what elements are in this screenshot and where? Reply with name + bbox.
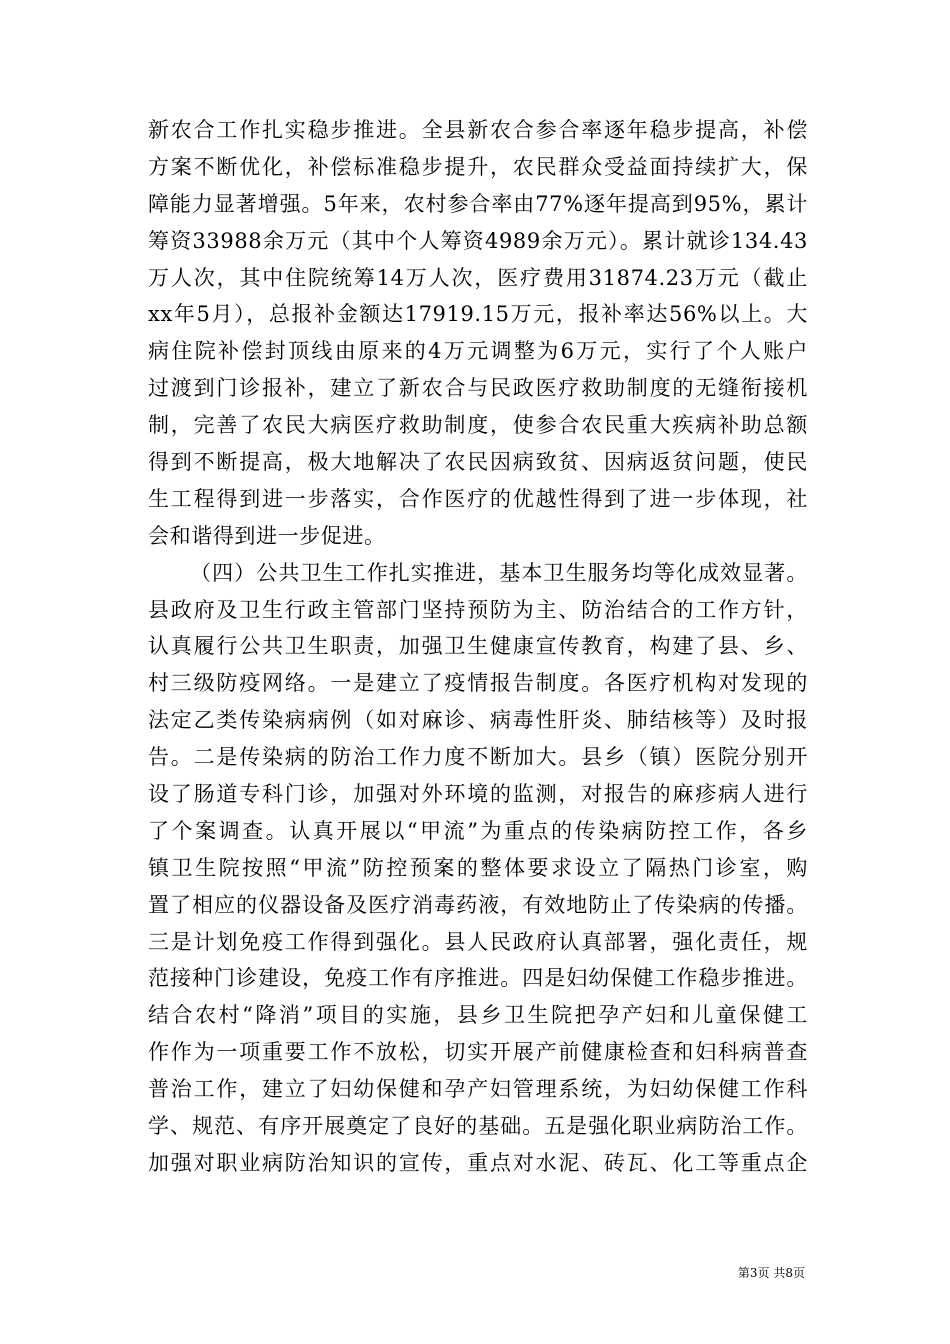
text-line: 结合农村“降消”项目的实施，县乡卫生院把孕产妇和儿童保健工 <box>148 1003 808 1028</box>
text-line: 会和谐得到进一步促进。 <box>148 523 386 548</box>
text-line: 告。二是传染病的防治工作力度不断加大。县乡（镇）医院分别开 <box>148 745 808 770</box>
text-line: 障能力显著增强。5年来，农村参合率由77%逐年提高到95%，累计 <box>148 191 808 216</box>
text-line: 得到不断提高，极大地解决了农民因病致贫、因病返贫问题，使民 <box>148 450 808 475</box>
text-line: 镇卫生院按照“甲流”防控预案的整体要求设立了隔热门诊室，购 <box>148 855 808 880</box>
text-line: 范接种门诊建设，免疫工作有序推进。四是妇幼保健工作稳步推进。 <box>148 966 808 991</box>
text-line: 方案不断优化，补偿标准稳步提升，农民群众受益面持续扩大，保 <box>148 154 808 179</box>
text-line: 三是计划免疫工作得到强化。县人民政府认真部署，强化责任，规 <box>148 929 808 954</box>
text-line: 村三级防疫网络。一是建立了疫情报告制度。各医疗机构对发现的 <box>148 671 808 696</box>
text-line: 设了肠道专科门诊，加强对外环境的监测，对报告的麻疹病人进行 <box>148 782 808 807</box>
text-line: 新农合工作扎实稳步推进。全县新农合参合率逐年稳步提高，补偿 <box>148 118 808 142</box>
text-line: 作作为一项重要工作不放松，切实开展产前健康检查和妇科病普查 <box>148 1040 808 1065</box>
text-line: 认真履行公共卫生职责，加强卫生健康宣传教育，构建了县、乡、 <box>148 634 808 659</box>
text-line: 了个案调查。认真开展以“甲流”为重点的传染病防控工作，各乡 <box>148 818 808 843</box>
text-line: 普治工作，建立了妇幼保健和孕产妇管理系统，为妇幼保健工作科 <box>148 1077 808 1102</box>
text-line: 学、规范、有序开展奠定了良好的基础。五是强化职业病防治工作。 <box>148 1114 808 1139</box>
page-number-footer: 第3页 共8页 <box>737 1266 805 1280</box>
text-line: 加强对职业病防治知识的宣传，重点对水泥、砖瓦、化工等重点企 <box>148 1150 808 1175</box>
text-line: 置了相应的仪器设备及医疗消毒药液，有效地防止了传染病的传播。 <box>148 892 808 917</box>
section-heading-line: （四）公共卫生工作扎实推进，基本卫生服务均等化成效显著。 <box>190 560 808 585</box>
text-line: 生工程得到进一步落实，合作医疗的优越性得到了进一步体现，社 <box>148 486 808 511</box>
text-line: xx年5月），总报补金额达17919.15万元，报补率达56%以上。大 <box>148 302 808 327</box>
text-line: 过渡到门诊报补，建立了新农合与民政医疗救助制度的无缝衔接机 <box>148 376 808 401</box>
text-line: 万人次，其中住院统筹14万人次，医疗费用31874.23万元（截止 <box>148 265 808 290</box>
text-line: 县政府及卫生行政主管部门坚持预防为主、防治结合的工作方针， <box>148 597 808 622</box>
text-line: 法定乙类传染病病例（如对麻诊、病毒性肝炎、肺结核等）及时报 <box>148 708 808 733</box>
paragraph-public-health <box>148 555 808 1182</box>
text-line: 制，完善了农民大病医疗救助制度，使参合农民重大疾病补助总额 <box>148 413 808 438</box>
text-line: 病住院补偿封顶线由原来的4万元调整为6万元，实行了个人账户 <box>148 339 808 364</box>
document-body <box>148 112 808 1182</box>
text-line: 筹资33988余万元（其中个人筹资4989余万元）。累计就诊134.43 <box>148 228 808 253</box>
paragraph-new-rural-cooperative <box>148 112 808 555</box>
